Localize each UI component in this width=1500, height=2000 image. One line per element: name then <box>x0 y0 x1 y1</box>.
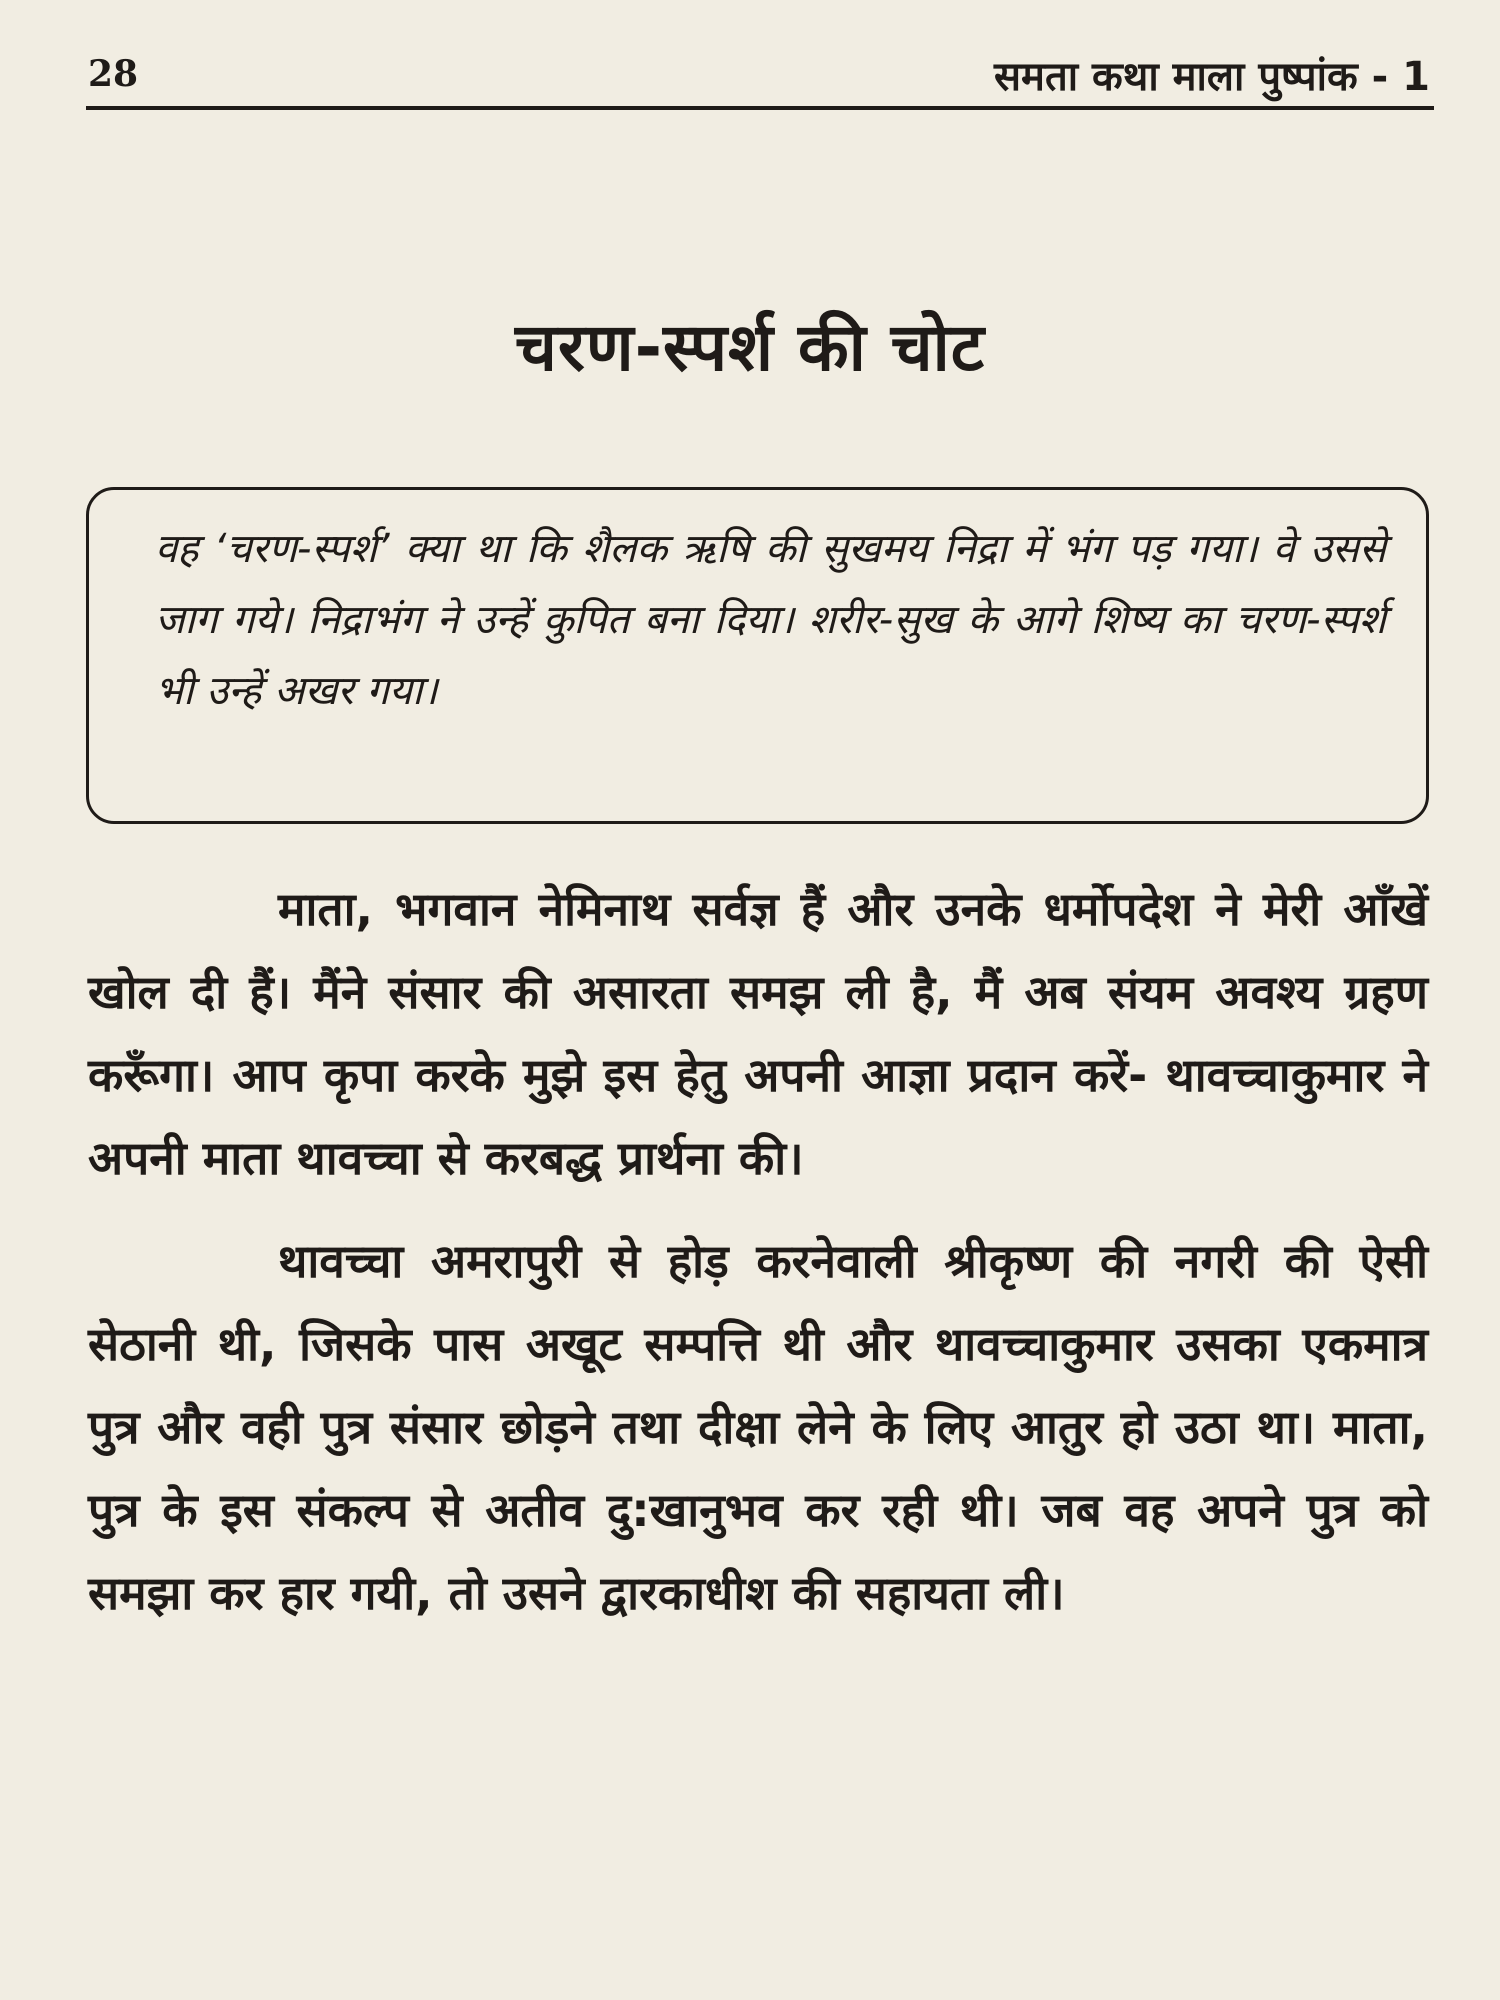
summary-text: वह ‘चरण-स्पर्श’ क्या था कि शैलक ऋषि की सुखमय निद्रा में भंग पड़ गया। वे उससे जाग गये। निद्राभंग ने उन्हें कुपित बना दिया। शरीर-सुख के आगे शिष्य का चरण-स्पर्श भी उन्हें अखर गया। <box>155 526 1386 714</box>
book-title: समता कथा माला पुष्पांक - 1 <box>994 53 1430 100</box>
header-divider <box>86 106 1434 110</box>
page-number: 28 <box>88 53 139 95</box>
chapter-title: चरण-स्पर्श की चोट <box>514 309 986 386</box>
body-paragraph-1: माता, भगवान नेमिनाथ सर्वज्ञ हैं और उनके धर्मोपदेश ने मेरी आँखें खोल दी हैं। मैंने संसार की असारता समझ ली है, मैं अब संयम अवश्य ग्रहण करूँगा। आप कृपा करके मुझे इस हेतु अपनी आज्ञा प्रदान करें- थावच्चाकुमार ने अपनी माता थावच्चा से करबद्ध प्रार्थना की। <box>88 882 1428 1185</box>
summary-box <box>86 487 1429 824</box>
running-header <box>88 44 1430 104</box>
body-paragraph-2: थावच्चा अमरापुरी से होड़ करनेवाली श्रीकृष्ण की नगरी की ऐसी सेठानी थी, जिसके पास अखूट सम्पत्ति थी और थावच्चाकुमार उसका एकमात्र पुत्र और वही पुत्र संसार छोड़ने तथा दीक्षा लेने के लिए आतुर हो उठा था। माता, पुत्र के इस संकल्प से अतीव दु:खानुभव कर रही थी। जब वह अपने पुत्र को समझा कर हार गयी, तो उसने द्वारकाधीश की सहायता ली। <box>88 1234 1428 1620</box>
body-text <box>88 868 1428 1655</box>
